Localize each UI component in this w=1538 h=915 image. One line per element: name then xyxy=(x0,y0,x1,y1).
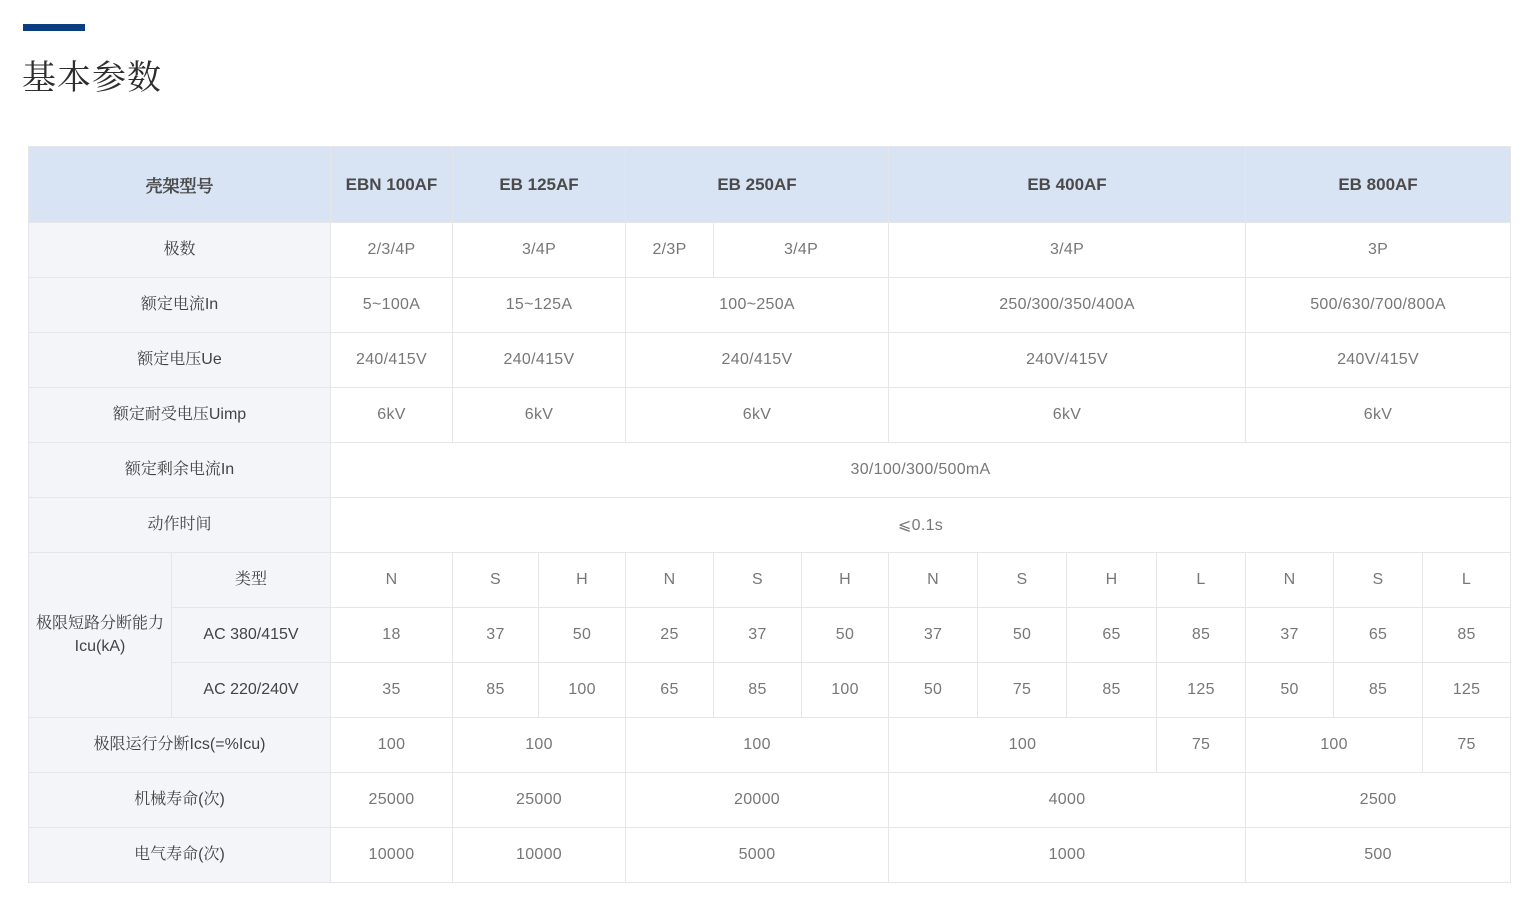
value-cell: 10000 xyxy=(331,828,453,883)
value-cell: 240V/415V xyxy=(889,333,1246,388)
value-cell: 125 xyxy=(1157,663,1246,718)
header-model-cell: EB 400AF xyxy=(889,147,1246,223)
value-cell: 4000 xyxy=(889,773,1246,828)
title-accent-bar xyxy=(23,24,85,31)
value-cell: 100 xyxy=(889,718,1157,773)
row-label: 电气寿命(次) xyxy=(29,828,331,883)
value-cell: 25000 xyxy=(453,773,626,828)
value-cell: 85 xyxy=(1157,608,1246,663)
value-cell: 50 xyxy=(1246,663,1334,718)
value-cell: ⩽0.1s xyxy=(331,498,1511,553)
table-row-icu-types xyxy=(29,553,1511,608)
table-row-impulse-voltage xyxy=(29,388,1511,443)
type-cell: L xyxy=(1423,553,1511,608)
type-cell: S xyxy=(714,553,802,608)
value-cell: 37 xyxy=(889,608,978,663)
value-cell: 240/415V xyxy=(453,333,626,388)
row-label: AC 380/415V xyxy=(172,608,331,663)
value-cell: 85 xyxy=(714,663,802,718)
value-cell: 15~125A xyxy=(453,278,626,333)
table-row-elec-life xyxy=(29,828,1511,883)
value-cell: 50 xyxy=(539,608,626,663)
row-label: 极数 xyxy=(29,223,331,278)
row-label: 额定电压Ue xyxy=(29,333,331,388)
value-cell: 3/4P xyxy=(889,223,1246,278)
value-cell: 30/100/300/500mA xyxy=(331,443,1511,498)
value-cell: 10000 xyxy=(453,828,626,883)
value-cell: 75 xyxy=(978,663,1067,718)
value-cell: 85 xyxy=(453,663,539,718)
value-cell: 5000 xyxy=(626,828,889,883)
spec-table xyxy=(28,146,1511,883)
type-cell: S xyxy=(978,553,1067,608)
value-cell: 3P xyxy=(1246,223,1511,278)
value-cell: 85 xyxy=(1067,663,1157,718)
type-cell: H xyxy=(539,553,626,608)
value-cell: 50 xyxy=(802,608,889,663)
value-cell: 100~250A xyxy=(626,278,889,333)
row-label: 额定耐受电压Uimp xyxy=(29,388,331,443)
value-cell: 500 xyxy=(1246,828,1511,883)
header-frame-model-label: 壳架型号 xyxy=(29,147,331,223)
icu-section-label: 极限短路分断能力Icu(kA) xyxy=(29,553,172,718)
value-cell: 100 xyxy=(626,718,889,773)
value-cell: 37 xyxy=(1246,608,1334,663)
value-cell: 6kV xyxy=(626,388,889,443)
value-cell: 100 xyxy=(331,718,453,773)
value-cell: 2/3P xyxy=(626,223,714,278)
value-cell: 100 xyxy=(802,663,889,718)
row-label: 动作时间 xyxy=(29,498,331,553)
type-cell: S xyxy=(453,553,539,608)
type-cell: H xyxy=(802,553,889,608)
value-cell: 75 xyxy=(1157,718,1246,773)
value-cell: 6kV xyxy=(453,388,626,443)
value-cell: 65 xyxy=(626,663,714,718)
value-cell: 65 xyxy=(1334,608,1423,663)
type-cell: N xyxy=(889,553,978,608)
value-cell: 240V/415V xyxy=(1246,333,1511,388)
row-label: 类型 xyxy=(172,553,331,608)
table-row-rated-voltage xyxy=(29,333,1511,388)
value-cell: 2500 xyxy=(1246,773,1511,828)
value-cell: 5~100A xyxy=(331,278,453,333)
row-label: AC 220/240V xyxy=(172,663,331,718)
value-cell: 6kV xyxy=(331,388,453,443)
value-cell: 25000 xyxy=(331,773,453,828)
table-row-rated-current xyxy=(29,278,1511,333)
value-cell: 1000 xyxy=(889,828,1246,883)
row-label: 额定剩余电流In xyxy=(29,443,331,498)
value-cell: 20000 xyxy=(626,773,889,828)
value-cell: 6kV xyxy=(1246,388,1511,443)
table-row-residual-current xyxy=(29,443,1511,498)
type-cell: L xyxy=(1157,553,1246,608)
header-model-cell: EB 125AF xyxy=(453,147,626,223)
value-cell: 50 xyxy=(978,608,1067,663)
table-row-mech-life xyxy=(29,773,1511,828)
value-cell: 240/415V xyxy=(331,333,453,388)
value-cell: 37 xyxy=(453,608,539,663)
value-cell: 35 xyxy=(331,663,453,718)
row-label: 机械寿命(次) xyxy=(29,773,331,828)
header-model-cell: EBN 100AF xyxy=(331,147,453,223)
type-cell: S xyxy=(1334,553,1423,608)
type-cell: N xyxy=(331,553,453,608)
value-cell: 65 xyxy=(1067,608,1157,663)
value-cell: 240/415V xyxy=(626,333,889,388)
value-cell: 125 xyxy=(1423,663,1511,718)
value-cell: 500/630/700/800A xyxy=(1246,278,1511,333)
table-row-ics xyxy=(29,718,1511,773)
type-cell: N xyxy=(1246,553,1334,608)
value-cell: 250/300/350/400A xyxy=(889,278,1246,333)
value-cell: 3/4P xyxy=(453,223,626,278)
header-model-cell: EB 800AF xyxy=(1246,147,1511,223)
page-title: 基本参数 xyxy=(22,59,162,97)
value-cell: 75 xyxy=(1423,718,1511,773)
value-cell: 50 xyxy=(889,663,978,718)
value-cell: 3/4P xyxy=(714,223,889,278)
row-label: 额定电流In xyxy=(29,278,331,333)
value-cell: 18 xyxy=(331,608,453,663)
value-cell: 85 xyxy=(1423,608,1511,663)
value-cell: 100 xyxy=(453,718,626,773)
value-cell: 100 xyxy=(539,663,626,718)
value-cell: 25 xyxy=(626,608,714,663)
value-cell: 37 xyxy=(714,608,802,663)
type-cell: H xyxy=(1067,553,1157,608)
table-row-icu-ac220 xyxy=(29,663,1511,718)
table-row-header xyxy=(29,147,1511,223)
table-row-poles xyxy=(29,223,1511,278)
table-row-action-time xyxy=(29,498,1511,553)
type-cell: N xyxy=(626,553,714,608)
value-cell: 6kV xyxy=(889,388,1246,443)
value-cell: 2/3/4P xyxy=(331,223,453,278)
table-row-icu-ac380 xyxy=(29,608,1511,663)
value-cell: 85 xyxy=(1334,663,1423,718)
value-cell: 100 xyxy=(1246,718,1423,773)
header-model-cell: EB 250AF xyxy=(626,147,889,223)
row-label: 极限运行分断Ics(=%Icu) xyxy=(29,718,331,773)
